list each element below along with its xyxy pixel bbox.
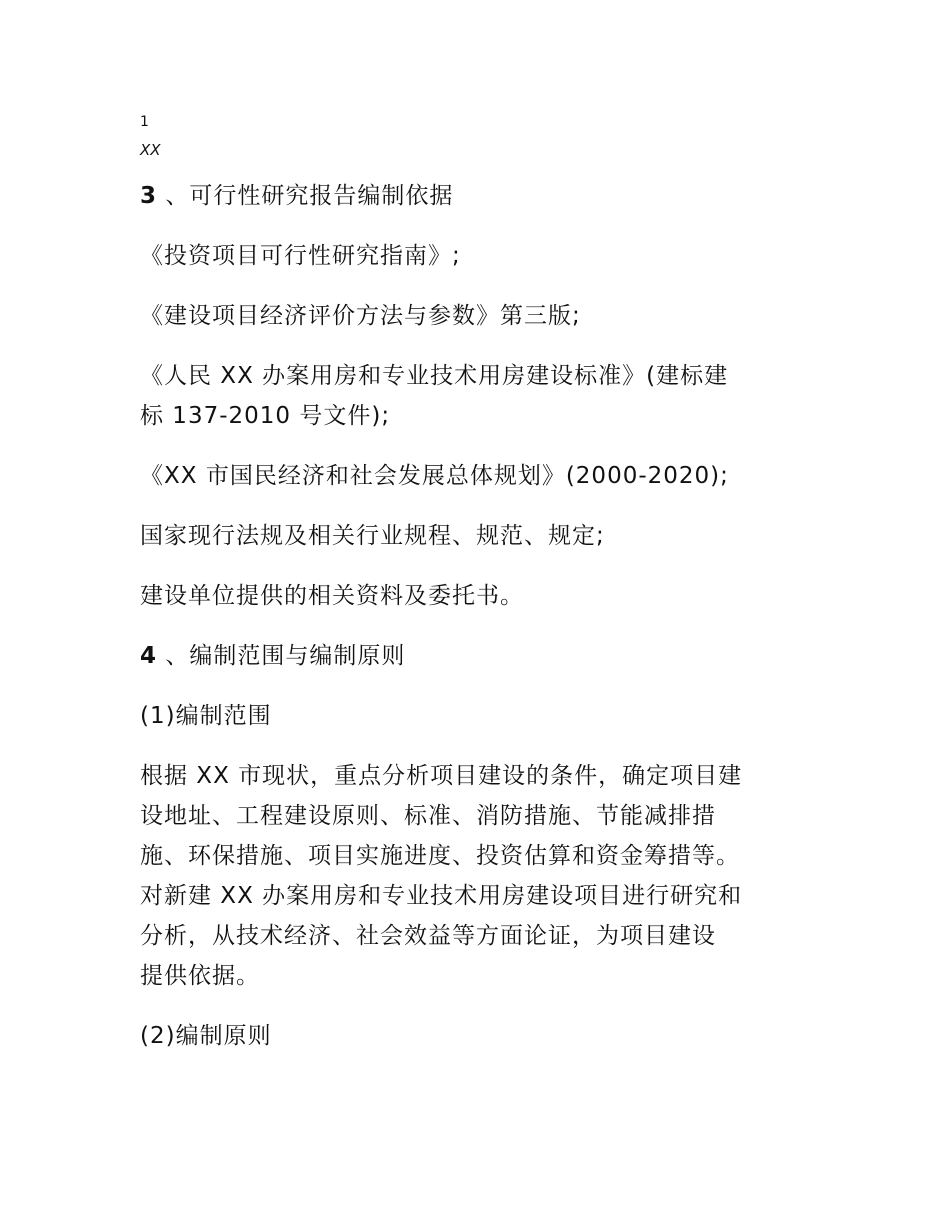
section-3-heading (140, 176, 820, 216)
principles-heading: (2)编制原则 (140, 1023, 272, 1049)
basis-item-6: 建设单位提供的相关资料及委托书。 (140, 583, 524, 609)
section-4-heading (140, 636, 820, 676)
section-3-number: 3 (140, 183, 158, 209)
basis-item-2: 《建设项目经济评价方法与参数》第三版; (140, 303, 581, 329)
section-4-title: 、编制范围与编制原则 (157, 643, 406, 669)
section-3-title: 、可行性研究报告编制依据 (157, 183, 454, 209)
basis-item-4: 《XX 市国民经济和社会发展总体规划》(2000-2020); (140, 463, 729, 489)
header-mark: XX (140, 141, 161, 159)
section-4-number: 4 (140, 643, 158, 669)
page-number: 1 (140, 114, 149, 130)
basis-item-5: 国家现行法规及相关行业规程、规范、规定; (140, 523, 605, 549)
page-content (140, 112, 820, 1076)
basis-item-3: 《人民 XX 办案用房和专业技术用房建设标准》(建标建 标 137-2010 号文件); (140, 363, 729, 429)
scope-body: 根据 XX 市现状，重点分析项目建设的条件，确定项目建 设地址、工程建设原则、标准、消防措施、节能减排措 施、环保措施、项目实施进度、投资估算和资金筹措等。 对新建 XX 办案用房和专业技术用房建设项目进行研究和 分析，从技术经济、社会效益等方面论证，为项目建设 提供依据。 (140, 763, 743, 989)
basis-item-1: 《投资项目可行性研究指南》; (140, 243, 461, 269)
scope-heading: (1)编制范围 (140, 703, 272, 729)
